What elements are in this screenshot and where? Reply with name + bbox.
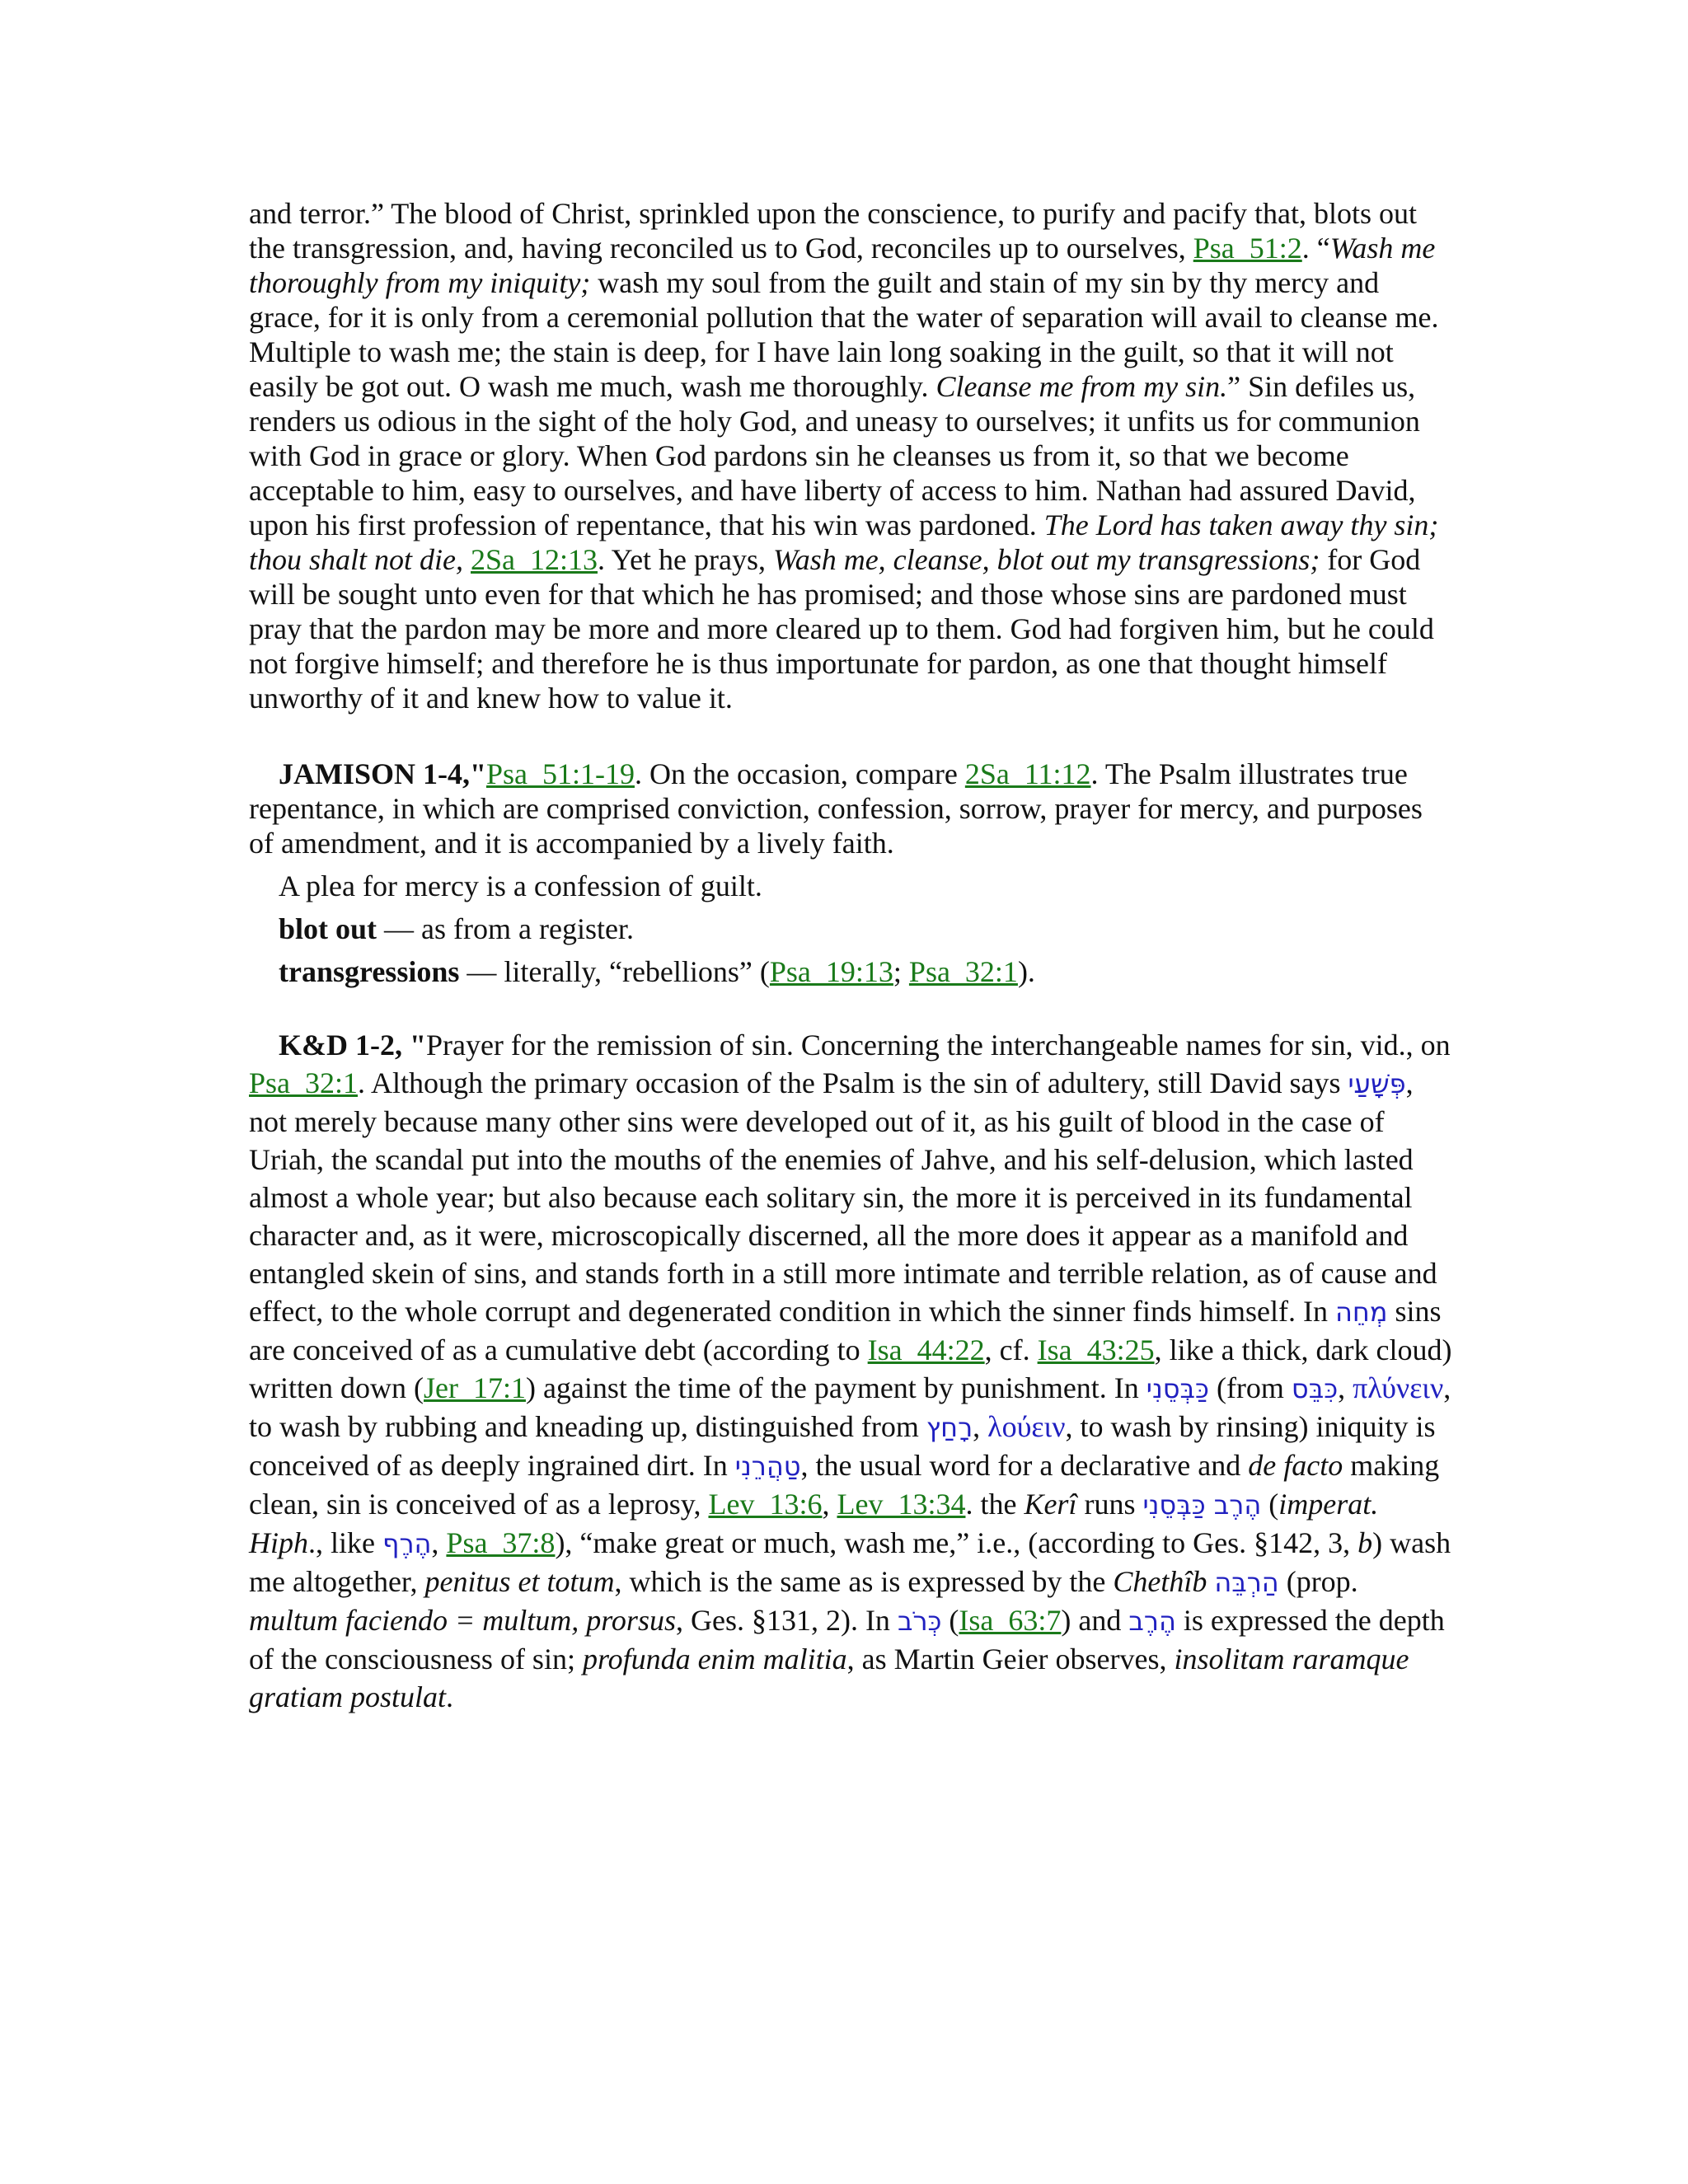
- document-body: [249, 196, 1452, 1716]
- kd-paragraph: [249, 1026, 1452, 1716]
- text: ) against the time of the payment by punishment. In: [525, 1371, 1146, 1404]
- commentary-paragraph: [249, 196, 1452, 715]
- text: for God will be sought unto even for that which he has promised; and those whose sins are pardoned must pray that the pardon may be more and more cleared up to them. God had forgiven him, but he could not forgive himself; and therefore he is thus importunate for pardon, as one that thought himself unworthy of it and knew how to value it.: [249, 543, 1434, 715]
- scripture-link[interactable]: Psa_37:8: [446, 1526, 556, 1559]
- text: and terror.” The blood of Christ, sprinkled upon the conscience, to purify and pacify that, blots out the transgression, and, having reconciled us to God, reconciles up to ourselves,: [249, 197, 1418, 265]
- jamison-note: [249, 912, 1452, 946]
- italic-text: penitus et totum: [424, 1565, 615, 1598]
- text: , to wash by rinsing) iniquity is conceived of as deeply ingrained dirt. In: [249, 1410, 1436, 1482]
- scripture-link[interactable]: 2Sa_12:13: [471, 543, 598, 576]
- text: is expressed the depth of the consciousness of sin;: [249, 1604, 1445, 1675]
- italic-text: insolitam raramque gratiam postulat: [249, 1643, 1409, 1713]
- bold-term: transgressions: [279, 955, 460, 988]
- text: (prop.: [1278, 1565, 1358, 1598]
- scripture-link[interactable]: Lev_13:34: [837, 1488, 966, 1521]
- text: ,: [431, 1526, 447, 1559]
- text: [1207, 1565, 1214, 1598]
- text: , which is the same as is expressed by the: [614, 1565, 1114, 1598]
- text: ” Sin defiles us, renders us odious in the sight of the holy God, and uneasy to ourselves; it unfits us for communion with God in grace or glory. When God pardons sin he cleanses us from it, so that we become acceptable to him, easy to ourselves, and have liberty of access to him. Nathan had assured David, upon his first profession of repentance, that his win was pardoned.: [249, 370, 1420, 541]
- italic-text: multum faciendo = multum, prorsus: [249, 1604, 676, 1637]
- italic-text: Wash me thoroughly from my iniquity;: [249, 232, 1436, 299]
- scripture-link[interactable]: Jer_17:1: [423, 1371, 526, 1404]
- italic-text: Chethîb: [1113, 1565, 1207, 1598]
- italic-text: Cleanse me from my sin.: [935, 370, 1228, 403]
- text: ,: [1338, 1371, 1353, 1404]
- text: ,: [822, 1488, 837, 1521]
- text: making clean, sin is conceived of as a leprosy,: [249, 1449, 1440, 1521]
- text: A plea for mercy is a confession of guilt.: [279, 869, 762, 902]
- text: , like a thick, dark cloud) written down (: [249, 1333, 1452, 1404]
- text: Prayer for the remission of sin. Concerning the interchangeable names for sin, vid., on: [425, 1029, 1451, 1062]
- scripture-link[interactable]: Isa_63:7: [959, 1604, 1062, 1637]
- text: . On the occasion, compare: [634, 757, 965, 790]
- hebrew-word: כַּבְּסֵנִי: [1146, 1373, 1209, 1404]
- text: ) wash me altogether,: [249, 1526, 1451, 1598]
- text: , as Martin Geier observes,: [846, 1643, 1175, 1675]
- text: , cf.: [984, 1333, 1038, 1366]
- hebrew-word: הֶרֶב כַּבְּסֵנִי: [1142, 1489, 1262, 1521]
- text: . Although the primary occasion of the Psalm is the sin of adultery, still David says: [358, 1066, 1348, 1099]
- scripture-link[interactable]: 2Sa_11:12: [964, 757, 1091, 790]
- text: (: [941, 1604, 959, 1637]
- scripture-link[interactable]: Psa_19:13: [769, 955, 893, 988]
- jamison-note: [249, 869, 1452, 903]
- hebrew-word: הַרְבֵּה: [1214, 1567, 1279, 1598]
- hebrew-word: מְחֵה: [1334, 1296, 1388, 1328]
- bold-term: blot out: [279, 912, 377, 945]
- jamison-paragraph: [249, 757, 1452, 860]
- italic-text: b: [1357, 1526, 1373, 1559]
- text: , Ges. §131, 2). In: [675, 1604, 898, 1637]
- text: — literally, “rebellions” (: [459, 955, 770, 988]
- hebrew-word: הֶרֶב: [1128, 1605, 1176, 1637]
- jamison-note: [249, 954, 1452, 989]
- hebrew-word: כְּרֹב: [897, 1605, 942, 1637]
- italic-text: Kerî: [1024, 1488, 1077, 1521]
- scripture-link[interactable]: Isa_44:22: [867, 1333, 985, 1366]
- text: ) and: [1061, 1604, 1129, 1637]
- hebrew-word: טַהֲרֵנִי: [734, 1451, 801, 1482]
- scripture-link[interactable]: Psa_51:2: [1193, 232, 1302, 265]
- italic-text: de facto: [1248, 1449, 1343, 1482]
- greek-word: πλύνειν: [1353, 1371, 1444, 1404]
- text: sins are conceived of as a cumulative debt (according to: [249, 1295, 1442, 1366]
- italic-text: The Lord has taken away thy sin; thou shalt not die,: [249, 509, 1439, 576]
- text: ), “make great or much, wash me,” i.e., (according to Ges. §142, 3,: [555, 1526, 1358, 1559]
- section-heading: K&D 1-2, ": [279, 1029, 426, 1062]
- italic-text: imperat. Hiph: [249, 1488, 1379, 1559]
- text: ;: [893, 955, 909, 988]
- text: . Yet he prays,: [598, 543, 774, 576]
- text: ).: [1017, 955, 1035, 988]
- italic-text: Wash me, cleanse, blot out my transgressions;: [773, 543, 1320, 576]
- text: — as from a register.: [377, 912, 634, 945]
- scripture-link[interactable]: Lev_13:6: [708, 1488, 823, 1521]
- hebrew-word: הֶרֶף: [382, 1528, 432, 1559]
- text: . The Psalm illustrates true repentance, in which are comprised conviction, confession, sorrow, prayer for mercy, and purposes of amendment, and it is accompanied by a lively faith.: [249, 757, 1423, 860]
- text: (: [1261, 1488, 1279, 1521]
- text: . the: [965, 1488, 1025, 1521]
- scripture-link[interactable]: Psa_32:1: [908, 955, 1018, 988]
- section-heading: JAMISON 1-4,": [279, 757, 486, 790]
- scripture-link[interactable]: Psa_32:1: [249, 1066, 359, 1099]
- text: (from: [1208, 1371, 1292, 1404]
- hebrew-word: רָחַץ: [926, 1412, 973, 1443]
- text: [463, 543, 471, 576]
- text: , to wash by rubbing and kneading up, distinguished from: [249, 1371, 1451, 1443]
- scripture-link[interactable]: Psa_51:1-19: [485, 757, 635, 790]
- text: , not merely because many other sins were developed out of it, as his guilt of blood in the case of Uriah, the scandal put into the mouths of the enemies of Jahve, and his self-delusion, which lasted almost a whole year; but also because each solitary sin, the more it is perceived in its fundamental character and, as it were, microscopically discerned, all the more does it appear as a manifold and entangled skein of sins, and stands forth in a still more intimate and terrible relation, as of cause and effect, to the whole corrupt and degenerated condition in which the sinner finds himself. In: [249, 1066, 1437, 1328]
- text: ,: [973, 1410, 988, 1443]
- text: .: [446, 1680, 454, 1713]
- text: ., like: [308, 1526, 382, 1559]
- text: runs: [1076, 1488, 1143, 1521]
- scripture-link[interactable]: Isa_43:25: [1037, 1333, 1155, 1366]
- greek-word: λούειν: [987, 1410, 1066, 1443]
- hebrew-word: כִּבֵּס: [1291, 1373, 1339, 1404]
- hebrew-word: פְּשָׁעַי: [1348, 1068, 1406, 1099]
- text: wash my soul from the guilt and stain of my sin by thy mercy and grace, for it is only from a ceremonial pollution that the water of separation will avail to cleanse me. Multiple to wash me; the stain is deep, for I have lain long soaking in the guilt, so that it will not easily be got out. O wash me much, wash me thoroughly.: [249, 266, 1439, 403]
- text: , the usual word for a declarative and: [800, 1449, 1249, 1482]
- text: . “: [1301, 232, 1330, 265]
- italic-text: profunda enim malitia: [582, 1643, 847, 1675]
